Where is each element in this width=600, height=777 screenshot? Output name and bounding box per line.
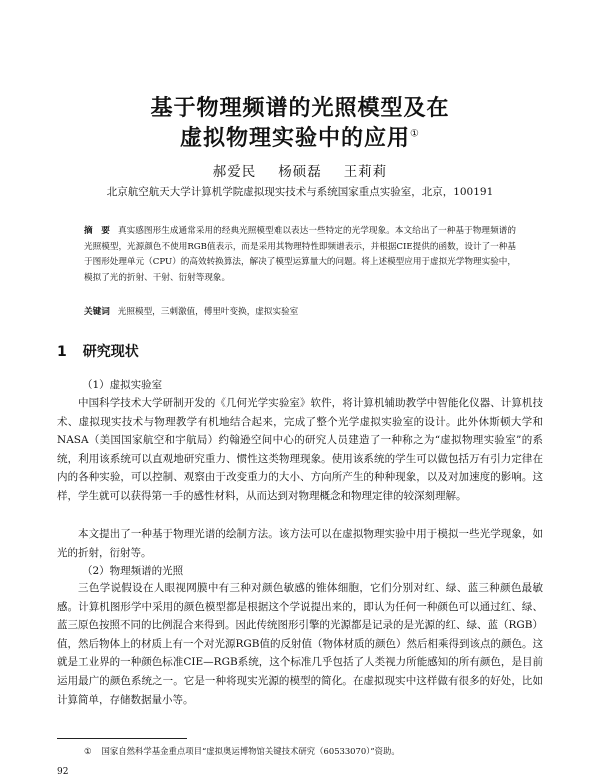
- section-number: 1: [57, 344, 67, 360]
- authors: [0, 160, 600, 180]
- author: 杨硕磊: [278, 164, 322, 180]
- author: 王莉莉: [343, 164, 388, 180]
- title-line-2: 虚拟物理实验中的应用①: [180, 126, 420, 151]
- author: 郝爱民: [212, 164, 257, 180]
- paragraph: 三色学说假设在人眼视网膜中有三种对颜色敏感的锥体细胞，它们分别对红、绿、蓝三种颜色最敏感。计算机图形学中采用的颜色模型都是根据这个学说提出来的，即认为任何一种颜色可以通过红、绿、蓝三原色按照不同的比例混合来得到。因此传统图形引擎的光源都是记录的是光源的红、绿、蓝（RGB）值，然后物体上的材质上有一个对光源RGB值的反射值（物体材质的颜色）然后相乘得到该点的颜色。这就是工业界的一种颜色标准CIE—RGB系统，这个标准几乎包括了人类视力所能感知的所有颜色，是目前运用最广的颜色系统之一。它是一种将现实光源的模型的简化。在虚拟现实中这样做有很多的好处，比如计算简单，存储数据量小等。: [57, 582, 544, 706]
- footnote-divider: [57, 738, 187, 739]
- footnote: [84, 745, 400, 757]
- paragraph: 中国科学技术大学研制开发的《几何光学实验室》软件，将计算机辅助教学中智能化仪器、计算机技术、虚拟现实技术与物理教学有机地结合起来，完成了整个光学虚拟实验室的设计。此外休斯顿大学和NASA（美国国家航空和宇航局）约翰逊空间中心的研究人员建造了一种称之为“虚拟物理实验室”的系统，利用该系统可以直观地研究重力、惯性这类物理现象。使用该系统的学生可以做包括万有引力定律在内的各种实验，可以控制、观察由于改变重力的大小、方向所产生的种种现象，以及对加速度的影响。这样，学生就可以获得第一手的感性材料，从而达到对物理概念和物理定律的较深刻理解。: [57, 397, 543, 502]
- affiliation: 北京航空航天大学计算机学院虚拟现实技术与系统国家重点实验室，北京，100191: [106, 186, 494, 198]
- paragraph: 本文提出了一种基于物理光谱的绘制方法。该方法可以在虚拟物理实验中用于模拟一些光学现象，如光的折射，衍射等。: [57, 528, 543, 559]
- subsection-title-spectrum-lighting: （2）物理频谱的光照: [82, 565, 184, 577]
- abstract-label: 摘 要: [84, 226, 110, 236]
- abstract-text: 真实感图形生成通常采用的经典光照模型难以表达一些特定的光学现象。本文给出了一种基于物理频谱的光照模型，光源颜色不使用RGB值表示，而是采用其物理特性即频谱表示，并根据CIE提供的函数，设计了一种基于图形处理单元（CPU）的高效转换算法，解决了模型运算量大的问题。将上述模型应用于虚拟光学物理实验中，模拟了光的折射、干射、衍射等现象。: [84, 226, 516, 283]
- keywords-label: 关键词: [84, 307, 110, 317]
- title-footnote-ref: ①: [410, 128, 420, 140]
- section-heading: [57, 341, 139, 361]
- keywords-text: 光照模型，三刺激值，傅里叶变换，虚拟实验室: [117, 307, 299, 317]
- footnote-mark: ①: [84, 746, 92, 756]
- keywords: [84, 305, 516, 317]
- page-number: 92: [57, 767, 69, 777]
- subsection-title-virtual-lab: （1）虚拟实验室: [82, 379, 163, 391]
- abstract: [84, 224, 516, 286]
- footnote-text: 国家自然科学基金重点项目“虚拟奥运博物馆关键技术研究（60533070）”资助。: [101, 746, 400, 756]
- title-line-1: 基于物理频谱的光照模型及在: [150, 96, 450, 121]
- section-title: 研究现状: [82, 344, 139, 360]
